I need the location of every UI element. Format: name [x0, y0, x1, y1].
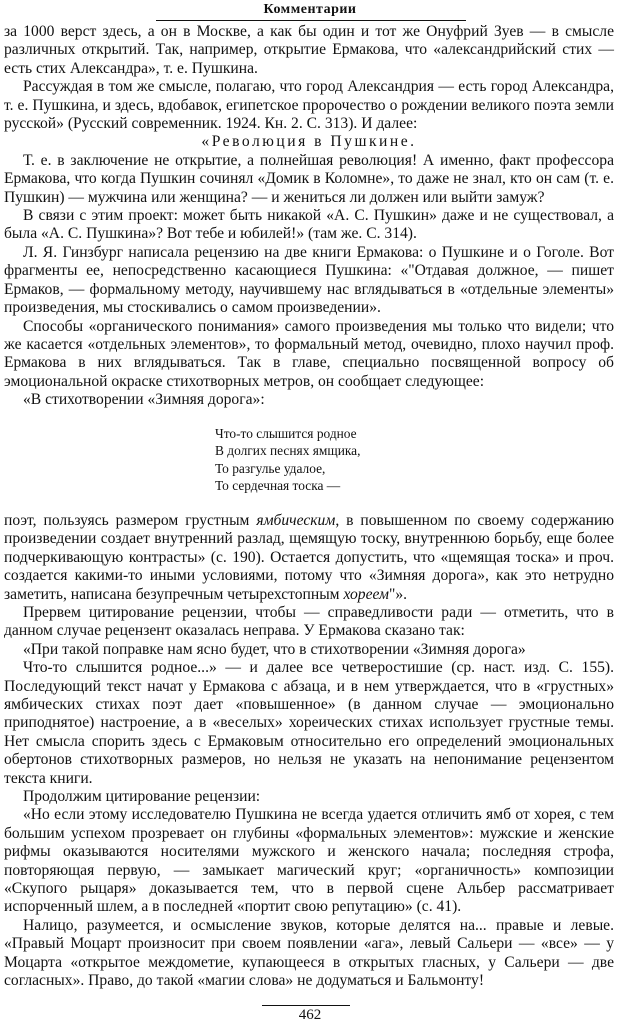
paragraph: Продолжим цитирование рецензии: — [23, 788, 261, 805]
text-run: "». — [389, 585, 408, 603]
paragraph: В связи с этим проект: может быть никакой «А. С. Пушкин» даже и не существовал, а была «А. С. Пушкина»? Вот тебе и юбилей!» (там же. С. 314). — [4, 207, 614, 243]
poem-line: Что-то слышится родное — [215, 425, 357, 441]
poem-line: То разгулье удалое, — [215, 460, 326, 476]
paragraph-after-poem — [4, 512, 614, 604]
poem-line: В долгих песнях ямщика, — [215, 443, 361, 459]
paragraph: Налицо, разумеется, и осмысление звуков, которые делятся на... правые и левые. «Правый Моцарт произносит при своем появлении «ага», левый Сальери — «все» — у Моцарта «открытое междометие, купающееся в открытых гласных, у Сальери — две согласных». Право, до такой «магии слова» не додуматься и Бальмонту! — [4, 916, 614, 990]
paragraph: Т. е. в заключение не открытие, а полнейшая революция! А именно, факт профессора Ермакова, что когда Пушкин сочинял «Домик в Коломне», то даже не знал, кто он сам (т. е. Пушкин) — мужчина или женщина? — и жениться ли должен или выйти замуж? — [4, 151, 614, 206]
page-body — [4, 23, 614, 990]
paragraph-heading-quote: «Революция в Пушкине. — [201, 133, 417, 151]
italic-term: ямбическим — [256, 511, 336, 529]
text-run: , в повышенном по своему содержанию произведении создает внутренний разлад, щемящую тоску, внутреннюю борьбу, еще более подчеркивающую контрасты» (с. 190). Остается допустить, что «щемящая тоска» и проч. создается какими-то иными условиями, потому что «Зимняя дорога», как это нетрудно заметить, написана безупречным четырехстопным — [4, 511, 614, 603]
text-run: поэт, пользуясь размером грустным — [4, 511, 257, 529]
poem-quote — [215, 425, 614, 495]
page-number: 462 — [298, 1007, 322, 1023]
footer-rule — [262, 1005, 350, 1006]
italic-term: хореем — [343, 585, 389, 603]
paragraph: Что-то слышится родное...» — и далее все четверостишие (ср. наст. изд. С. 155). Последующий текст начат у Ермакова с абзаца, и в нем утверждается, что в «грустных» ямбических стихах поэт дает «повышенное» (в данном случае — эмоционально приподнятое) настроение, а в «веселых» хореических стихах использует грустные темы. Нет смысла спорить здесь с Ермаковым относительно его определений эмоциональных обертонов стихотворных размеров, но нельзя не указать на непонимание рецензентом текста книги. — [4, 659, 614, 787]
paragraph: за 1000 верст здесь, а он в Москве, а как бы один и тот же Онуфрий Зуев — в смысле различных открытий. Так, например, открытие Ермакова, что «александрийский стих — есть стих Александра», т. е. Пушкина. — [4, 23, 614, 77]
paragraph: «В стихотворении «Зимняя дорога»: — [23, 391, 265, 409]
paragraph: Способы «органического понимания» самого произведения мы только что видели; что же касается «отдельных элементов», то формальный метод, очевидно, плохо научил проф. Ермакова в них вглядываться. Так в главе, специально посвященной вопросу об эмоциональной окраске стихотворных метров, он сообщает следующее: — [4, 317, 614, 390]
header-rule — [156, 20, 466, 21]
paragraph: Л. Я. Гинзбург написала рецензию на две книги Ермакова: о Пушкине и о Гоголе. Вот фрагменты ее, непосредственно касающиеся Пушкина: «"Отдавая должное, — пишет Ермаков, — формальному методу, научившему нас вглядываться в «отдельные элементы» произведения, мы стоскивались о самом произведении». — [4, 243, 614, 317]
paragraph: Прервем цитирование рецензии, чтобы — справедливости ради — отметить, что в данном случае рецензент оказалась неправа. У Ермакова сказано так: — [4, 603, 614, 640]
paragraph: Рассуждая в том же смысле, полагаю, что город Александрия — есть город Александра, т. е. Пушкина, и здесь, вдобавок, египетское пророчество о рождении великого поэта земли русской» (Русский современник. 1924. Кн. 2. С. 313). И далее: — [4, 78, 614, 133]
paragraph: «Но если этому исследователю Пушкина не всегда удается отличить ямб от хорея, с тем большим успехом прозревает он глубины «формальных элементов»: мужские и женские рифмы оказываются носителями мужского и женского начала; последняя строфа, повторяющая первую, — замыкает магический круг; «органичность» композиции «Скупого рыцаря» доказывается тем, что в первой сцене Альбер рассматривает испорченный шлем, а в последней «портит свою репутацию» (с. 41). — [4, 806, 614, 916]
running-header: Комментарии — [263, 2, 357, 17]
poem-line: То сердечная тоска — — [215, 478, 341, 494]
paragraph: «При такой поправке нам ясно будет, что в стихотворении «Зимняя дорога» — [23, 640, 526, 658]
